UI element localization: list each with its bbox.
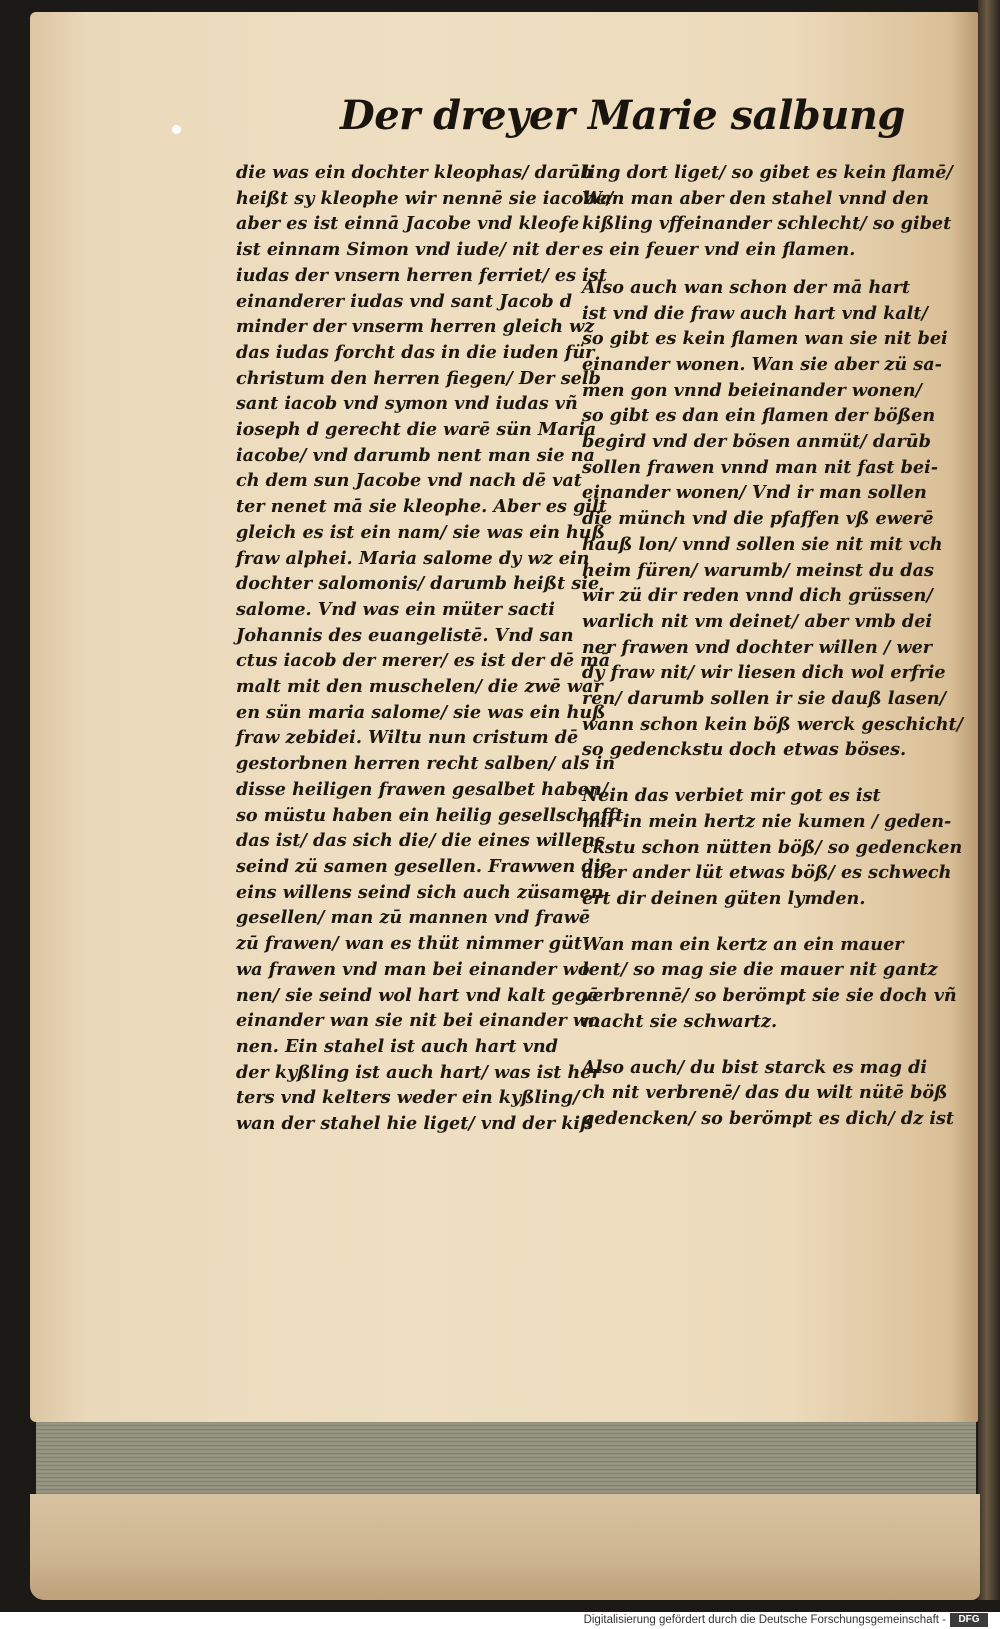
text-line: die münch vnd die pfaffen vß ewerē bbox=[582, 508, 934, 530]
text-line: gleich es ist ein nam/ sie was ein huß bbox=[236, 521, 605, 543]
text-line: dochter salomonis/ darumb heißt sie bbox=[236, 573, 600, 595]
text-line: Also auch/ du bist starck es mag di bbox=[582, 1056, 928, 1078]
paragraph-4 bbox=[582, 932, 957, 1035]
text-line: das ist/ das sich die/ die eines willens bbox=[236, 830, 605, 852]
page-block-edge bbox=[36, 1422, 976, 1494]
text-line: minder der vnserm herren gleich wz bbox=[236, 316, 595, 338]
text-line: ckstu schon nütten böß/ so gedencken bbox=[582, 836, 963, 858]
text-line: das iudas forcht das in die iuden für bbox=[236, 341, 595, 363]
text-line: iudas der vnsern herren ferriet/ es ist bbox=[236, 264, 607, 286]
text-line: aber es ist einnā Jacobe vnd kleofe bbox=[236, 213, 580, 235]
text-line: macht sie schwartz. bbox=[582, 1010, 778, 1032]
text-line: mir in mein hertz nie kumen / geden- bbox=[582, 810, 952, 832]
text-line: wann schon kein böß werck geschicht/ bbox=[582, 713, 964, 735]
text-line: heim füren/ warumb/ meinst du das bbox=[582, 559, 934, 581]
text-line: eins willens seind sich auch züsamen bbox=[236, 881, 604, 903]
text-line: wan der stahel hie liget/ vnd der kiß bbox=[236, 1113, 594, 1135]
text-line: es ein feuer vnd ein flamen. bbox=[582, 239, 856, 261]
text-line: nen/ sie seind wol hart vnd kalt gegē bbox=[236, 984, 599, 1006]
paragraph-5 bbox=[582, 1055, 955, 1132]
text-line: en sün maria salome/ sie was ein huß bbox=[236, 701, 606, 723]
text-line: men gon vnnd beieinander wonen/ bbox=[582, 379, 922, 401]
left-text-column bbox=[236, 160, 624, 1137]
text-line: Nein das verbiet mir got es ist bbox=[582, 785, 881, 807]
text-line: iacobe/ vnd darumb nent man sie na bbox=[236, 444, 595, 466]
text-line: wir zü dir reden vnnd dich grüssen/ bbox=[582, 585, 933, 607]
paragraph-1 bbox=[582, 160, 953, 263]
text-line: ch nit verbrenē/ das du wilt nütē böß bbox=[582, 1082, 948, 1104]
facing-page-edge bbox=[978, 0, 1000, 1600]
text-line: ling dort liget/ so gibet es kein flamē/ bbox=[582, 162, 953, 183]
text-line: begird vnd der bösen anmüt/ darūb bbox=[582, 431, 931, 453]
dfg-logo: DFG bbox=[950, 1613, 988, 1627]
text-line: die was ein dochter kleophas/ darūb bbox=[236, 162, 593, 183]
text-line: nen. Ein stahel ist auch hart vnd bbox=[236, 1035, 558, 1057]
text-line: seind zü samen gesellen. Frawwen die bbox=[236, 855, 612, 877]
text-line: verbrennē/ so berömpt sie sie doch vñ bbox=[582, 985, 957, 1007]
footer-credit: Digitalisierung gefördert durch die Deutsche Forschungsgemeinschaft - bbox=[583, 1614, 946, 1626]
text-line: zū frawen/ wan es thüt nimmer güt bbox=[236, 933, 582, 955]
text-line: heißt sy kleophe wir nennē sie iacobe/ bbox=[236, 187, 614, 209]
text-line: einander wonen. Wan sie aber zü sa- bbox=[582, 353, 942, 375]
text-line: ist einnam Simon vnd iude/ nit der bbox=[236, 239, 579, 261]
text-line: der kyßling ist auch hart/ was ist her bbox=[236, 1061, 601, 1083]
text-line: Wan man ein kertz an ein mauer bbox=[582, 933, 904, 955]
text-line: ter nenet mā sie kleophe. Aber es gilt bbox=[236, 496, 607, 518]
text-line: salome. Vnd was ein müter sacti bbox=[236, 598, 555, 620]
text-line: einanderer iudas vnd sant Jacob d bbox=[236, 290, 573, 312]
text-line: ert dir deinen güten lymden. bbox=[582, 887, 866, 909]
text-line: ters vnd kelters weder ein kyßling/ bbox=[236, 1087, 580, 1109]
text-line: einander wan sie nit bei einander wo bbox=[236, 1010, 600, 1032]
text-line: so müstu haben ein heilig gesellschafft bbox=[236, 804, 624, 826]
text-line: dy fraw nit/ wir liesen dich wol erfrie bbox=[582, 662, 946, 684]
text-line: einander wonen/ Vnd ir man sollen bbox=[582, 482, 927, 504]
page-title: Der dreyer Marie salbung bbox=[340, 92, 905, 139]
text-line: ist vnd die fraw auch hart vnd kalt/ bbox=[582, 302, 928, 324]
text-line: fraw alphei. Maria salome dy wz ein bbox=[236, 547, 590, 569]
paragraph-3 bbox=[582, 783, 963, 912]
text-line: aber ander lüt etwas böß/ es schwech bbox=[582, 862, 952, 884]
text-line: christum den herren fiegen/ Der selb bbox=[236, 367, 601, 389]
text-line: sant iacob vnd symon vnd iudas vñ bbox=[236, 393, 578, 415]
text-line: hauß lon/ vnnd sollen sie nit mit vch bbox=[582, 533, 943, 555]
text-line: malt mit den muschelen/ die zwē war bbox=[236, 676, 603, 698]
book-bottom-edge bbox=[30, 1494, 980, 1600]
text-line: fraw zebidei. Wiltu nun cristum dē bbox=[236, 727, 579, 749]
text-line: gedencken/ so berömpt es dich/ dz ist bbox=[582, 1107, 955, 1129]
text-line: so gedenckstu doch etwas böses. bbox=[582, 739, 907, 761]
text-line: so gibt es kein flamen wan sie nit bei bbox=[582, 328, 948, 350]
text-line: gestorbnen herren recht salben/ als in bbox=[236, 753, 616, 775]
text-line: ch dem sun Jacobe vnd nach dē vat bbox=[236, 470, 582, 492]
paragraph-2 bbox=[582, 275, 964, 763]
text-line: Johannis des euangelistē. Vnd san bbox=[236, 624, 574, 646]
text-line: ner frawen vnd dochter willen / wer bbox=[582, 636, 933, 658]
text-line: lent/ so mag sie die mauer nit gantz bbox=[582, 959, 938, 981]
text-line: Wan man aber den stahel vnnd den bbox=[582, 187, 929, 209]
page-hole bbox=[172, 125, 181, 134]
text-line: warlich nit vm deinet/ aber vmb dei bbox=[582, 610, 933, 632]
text-line: disse heiligen frawen gesalbet haben/ bbox=[236, 778, 609, 800]
text-line: Also auch wan schon der mā hart bbox=[582, 276, 911, 298]
text-line: ioseph d gerecht die warē sün Maria bbox=[236, 419, 597, 441]
text-line: so gibt es dan ein flamen der bößen bbox=[582, 405, 936, 427]
right-text-column bbox=[582, 160, 964, 1132]
text-line: ctus iacob der merer/ es ist der dē mā bbox=[236, 650, 611, 672]
text-line: sollen frawen vnnd man nit fast bei- bbox=[582, 456, 939, 478]
text-line: wa frawen vnd man bei einander wo bbox=[236, 958, 590, 980]
text-line: gesellen/ man zū mannen vnd frawē bbox=[236, 907, 591, 929]
text-line: kißling vffeinander schlecht/ so gibet bbox=[582, 213, 952, 235]
text-line: ren/ darumb sollen ir sie dauß lasen/ bbox=[582, 688, 947, 710]
